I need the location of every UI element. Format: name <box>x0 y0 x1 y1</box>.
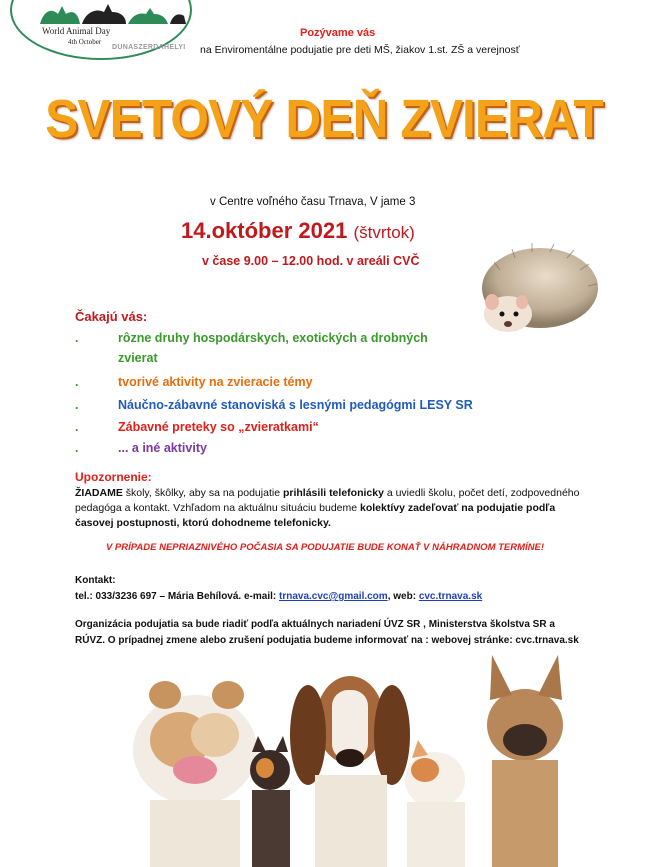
page-title: SVETOVÝ DEŇ ZVIERAT <box>45 89 603 149</box>
bullet-dot: . <box>75 398 79 412</box>
await-heading: Čakajú vás: <box>75 309 148 324</box>
event-subtitle: na Enviromentálne podujatie pre deti MŠ, žiakov 1.st. ZŠ a verejnosť <box>200 44 520 56</box>
event-date <box>181 218 415 244</box>
event-date-value: 14.október 2021 <box>181 218 348 243</box>
animals-image <box>120 640 580 867</box>
activity-item-creative: tvorivé aktivity na zvieracie témy <box>118 375 313 389</box>
activity-item-animals-cont: zvierat <box>118 351 158 365</box>
event-time: v čase 9.00 – 12.00 hod. v areáli CVČ <box>202 254 420 268</box>
hedgehog-image <box>470 240 600 340</box>
notice-text <box>75 486 585 531</box>
email-link[interactable]: trnava.cvc@gmail.com <box>279 591 388 602</box>
notice-text-part: a uviedli školu, počet detí, zodpovedného pedagóga a kontakt. Vzhľadom na aktuálnu situáciu budeme <box>75 487 580 514</box>
contact-heading: Kontakt: <box>75 575 116 586</box>
logo-city: DUNASZERDAHELYI <box>112 44 186 51</box>
web-link[interactable]: cvc.trnava.sk <box>418 591 483 602</box>
notice-text-part: na podujatie podľa časovej postupnosti, ktorú dohodneme telefonicky. <box>75 502 556 529</box>
notice-emphasis: kolektívy zadeľovať <box>360 502 459 514</box>
world-animal-day-logo <box>0 0 200 58</box>
logo-line2: 4th October <box>68 38 102 46</box>
notice-heading: Upozornenie: <box>75 470 152 484</box>
bullet-dot: . <box>75 375 79 389</box>
activity-item-other: ... a iné aktivity <box>118 441 207 455</box>
event-day: (štvrtok) <box>353 223 415 242</box>
web-label: , web: <box>387 591 419 602</box>
notice-emphasis: prihlásili telefonicky <box>282 487 384 499</box>
notice-request: ŽIADAME <box>75 487 123 499</box>
bullet-dot: . <box>75 420 79 434</box>
activity-item-races: Zábavné preteky so „zvieratkami“ <box>118 420 319 434</box>
animal-silhouettes-icon <box>38 2 188 28</box>
contact-line <box>75 591 482 602</box>
bullet-dot: . <box>75 331 79 345</box>
notice-text-part: školy, škôlky, aby sa na podujatie <box>122 487 283 499</box>
weather-notice: V PRÍPADE NEPRIAZNIVÉHO POČASIA SA PODUJATIE BUDE KONAŤ V NÁHRADNOM TERMÍNE! <box>105 542 545 553</box>
invite-heading: Pozývame vás <box>300 27 376 39</box>
contact-phone: tel.: 033/3236 697 – Mária Behílová. e-mail: <box>75 591 279 602</box>
event-location: v Centre voľného času Trnava, V jame 3 <box>210 196 416 208</box>
organization-note: Organizácia podujatia sa bude riadiť podľa aktuálnych nariadení ÚVZ SR , Ministerstva školstva SR a RÚVZ. O prípadnej zmene alebo zrušení podujatia budeme informovať na : webovej stránke: cvc.trnava.sk <box>75 619 579 646</box>
activity-item-animals: rôzne druhy hospodárskych, exotických a drobných <box>118 331 428 345</box>
logo-line1: World Animal Day <box>42 26 111 36</box>
bullet-dot: . <box>75 441 79 455</box>
activity-item-forestry: Náučno-zábavné stanoviská s lesnými pedagógmi LESY SR <box>118 398 473 412</box>
